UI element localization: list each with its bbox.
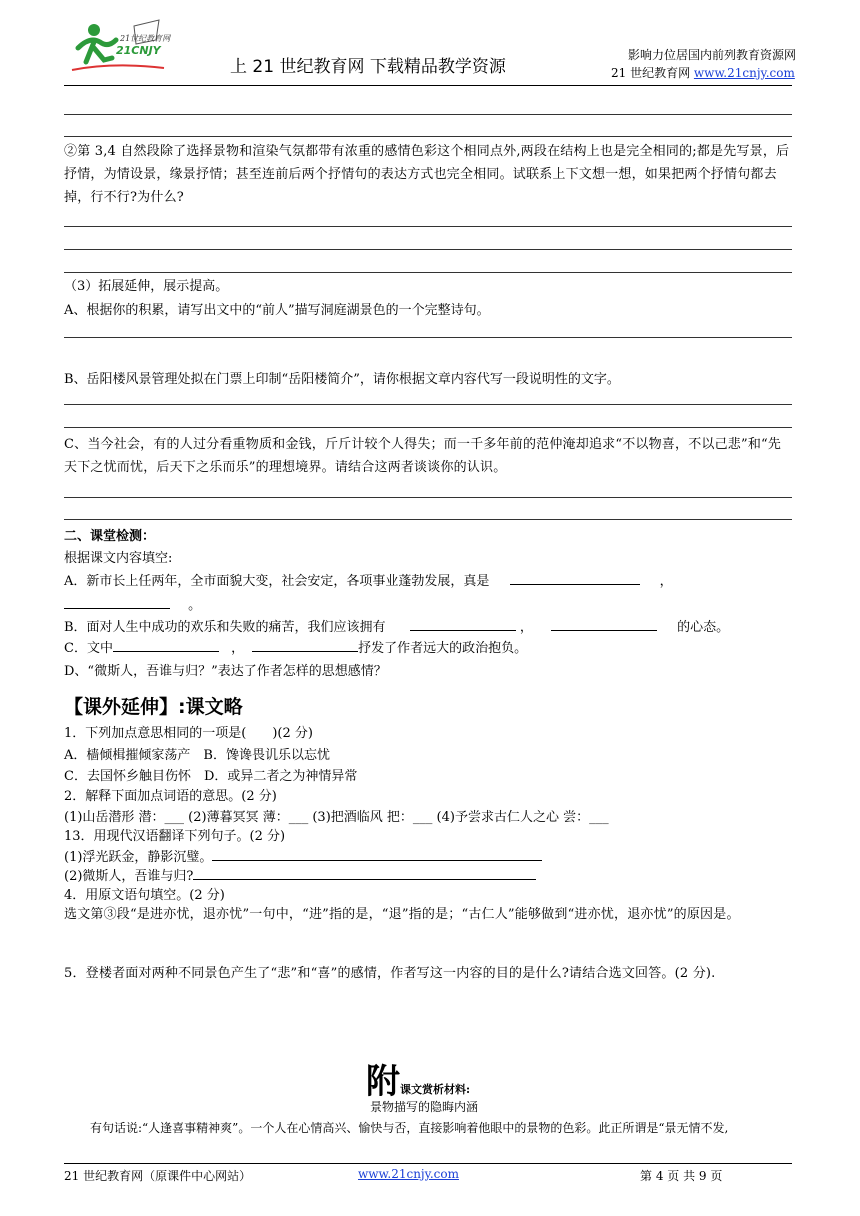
ext-q13: 13．用现代汉语翻译下列句子。(2 分) <box>64 829 286 844</box>
question-3-heading: （3）拓展延伸，展示提高。 <box>64 279 229 294</box>
fill-item-a-cont <box>64 594 201 617</box>
appendix-subtitle: 景物描写的隐晦内涵 <box>370 1100 479 1114</box>
appendix-text: 有句话说:“人逢喜事精神爽”。一个人在心情高兴、愉快与否，直接影响着他眼中的景物的色彩。此正所谓是“景无情不发, <box>90 1121 729 1135</box>
fill-item-c-prefix: C．文中 <box>64 641 113 656</box>
fill-blank[interactable] <box>551 616 657 631</box>
fill-blank[interactable] <box>510 570 640 585</box>
fill-blank[interactable] <box>113 637 219 652</box>
footer-rule <box>64 1163 792 1164</box>
answer-line <box>64 136 792 137</box>
footer-page-number: 第 4 页 共 9 页 <box>640 1169 723 1183</box>
question-3a: A、根据你的积累，请写出文中的“前人”描写洞庭湖景色的一个完整诗句。 <box>64 303 490 318</box>
logo-text-bottom: 21CNJY <box>116 44 161 57</box>
fill-item-a-end: 。 <box>188 598 202 613</box>
answer-line <box>64 249 792 250</box>
answer-line <box>64 114 792 115</box>
answer-line <box>64 497 792 498</box>
ext-q13-1-text: (1)浮光跃金，静影沉璧。 <box>64 850 213 865</box>
ext-q13-2-text: (2)微斯人，吾谁与归? <box>64 869 194 884</box>
ext-q1-cd: C．去国怀乡触目伤怀 D．或异二者之为神情异常 <box>64 769 358 784</box>
answer-line <box>64 272 792 273</box>
fill-item-d: D、“微斯人，吾谁与归？”表达了作者怎样的思想感情？ <box>64 664 387 679</box>
logo-text-top: 21世纪教育网 <box>120 34 171 43</box>
header-title: 上 21 世纪教育网 下载精品教学资源 <box>230 57 506 77</box>
extension-heading: 【课外延伸】:课文略 <box>64 696 243 718</box>
fill-item-c-end: 抒发了作者远大的政治抱负。 <box>358 641 528 656</box>
answer-line <box>64 404 792 405</box>
fill-item-c <box>64 637 527 660</box>
fill-item-b-end: 的心态。 <box>677 620 730 635</box>
header-slogan: 影响力位居国内前列教育资源网 <box>628 48 797 62</box>
fill-item-a-prefix: A．新市长上任两年，全市面貌大变，社会安定，各项事业蓬勃发展，真是 <box>64 574 490 589</box>
footer-link[interactable]: www.21cnjy.com <box>358 1167 459 1181</box>
question-3b: B、岳阳楼风景管理处拟在门票上印制“岳阳楼简介”，请你根据文章内容代写一段说明性的文字。 <box>64 372 620 387</box>
ext-q4: 4．用原文语句填空。(2 分) <box>64 888 225 903</box>
fill-blank[interactable] <box>410 616 516 631</box>
fill-item-c-mid: ， <box>231 641 245 656</box>
fill-item-a <box>64 570 673 593</box>
appendix-big-char: 附 <box>366 1062 400 1102</box>
section-2-heading: 二、课堂检测： <box>64 529 156 544</box>
translation-line[interactable] <box>193 865 536 880</box>
answer-line <box>64 427 792 428</box>
header-rule <box>64 85 792 86</box>
fill-item-b-prefix: B．面对人生中成功的欢乐和失败的痛苦，我们应该拥有 <box>64 620 386 635</box>
header-site <box>611 64 795 81</box>
answer-line <box>64 226 792 227</box>
footer-left: 21 世纪教育网（原课件中心网站） <box>64 1169 252 1183</box>
ext-q5: 5．登楼者面对两种不同景色产生了“悲”和“喜”的感情，作者写这一内容的目的是什么?请结合选文回答。(2 分). <box>64 966 716 981</box>
fill-blank[interactable] <box>64 594 170 609</box>
fill-blank[interactable] <box>252 637 358 652</box>
fill-item-b-sep: ， <box>519 620 533 635</box>
ext-q2-items: (1)山岳潜形 潜：___ (2)薄暮冥冥 薄：___ (3)把酒临风 把：___ (4)予尝求古仁人之心 尝：___ <box>64 810 609 825</box>
question-2-text: ②第 3,4 自然段除了选择景物和渲染气氛都带有浓重的感情色彩这个相同点外,两段在结构上也是完全相同的;都是先写景，后抒情，为情设景，缘景抒情；甚至连前后两个抒情句的表达方式也完全相同。试联系上下文想一想，如果把两个抒情句都去掉，行不行?为什么? <box>64 144 790 205</box>
appendix-small-title: 课文赏析材料: <box>400 1083 471 1096</box>
section-2-intro: 根据课文内容填空: <box>64 551 173 566</box>
ext-q2: 2．解释下面加点词语的意思。(2 分) <box>64 789 277 804</box>
translation-line[interactable] <box>212 846 542 861</box>
header-site-link[interactable]: www.21cnjy.com <box>693 66 795 80</box>
answer-line <box>64 519 792 520</box>
ext-q4-text: 选文第③段“是进亦忧，退亦忧”一句中，“进”指的是，“退”指的是；“古仁人”能够做到“进亦忧，退亦忧”的原因是。 <box>64 907 740 922</box>
header-site-prefix: 21 世纪教育网 <box>611 66 694 80</box>
answer-line <box>64 337 792 338</box>
question-3c: C、当今社会，有的人过分看重物质和金钱，斤斤计较个人得失；而一千多年前的范仲淹却追求“不以物喜，不以己悲”和“先天下之忧而忧，后天下之乐而乐”的理想境界。请结合这两者谈谈你的认识。 <box>64 437 782 475</box>
ext-q1: 1．下列加点意思相同的一项是( )(2 分) <box>64 726 313 741</box>
footer-link-wrap <box>358 1167 459 1181</box>
ext-q1-ab: A．樯倾楫摧倾家荡产 B．馋谗畏讥乐以忘忧 <box>64 748 330 763</box>
fill-item-b <box>64 616 729 639</box>
fill-item-a-sep: ， <box>659 574 673 589</box>
